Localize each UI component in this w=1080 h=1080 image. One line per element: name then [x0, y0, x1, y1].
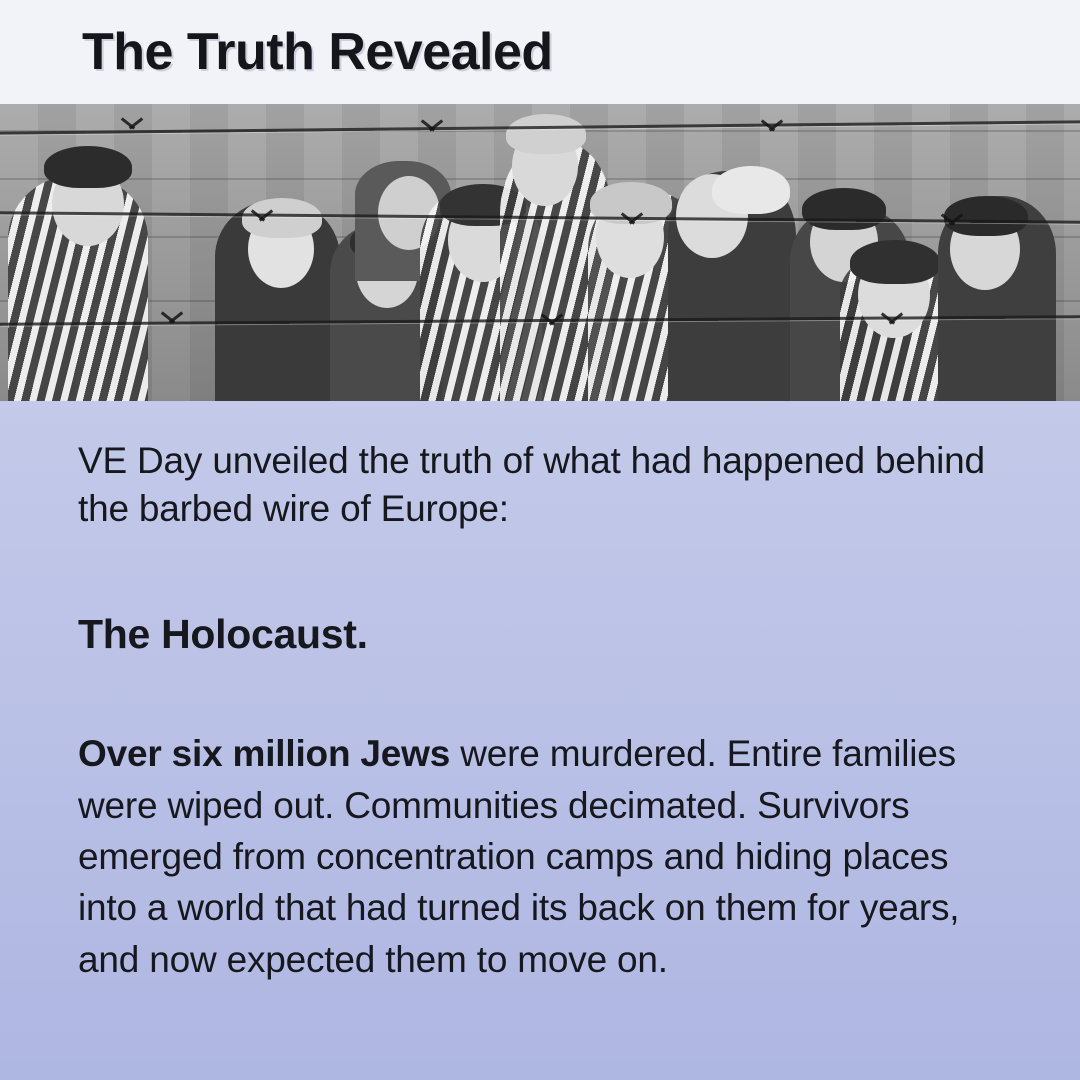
header-bar [0, 0, 1080, 104]
child-headscarf [506, 114, 586, 154]
main-paragraph-rest: were murdered. Entire families were wiped out. Communities decimated. Survivors emerged from concentration camps and hiding places into a world that had turned its back on them for years, and now expected them to move on. [78, 733, 960, 980]
child-cap [850, 240, 940, 284]
subheading: The Holocaust. [78, 611, 368, 658]
body-content [0, 401, 1080, 1080]
main-paragraph-emphasis: Over six million Jews [78, 733, 451, 775]
page-title: The Truth Revealed [82, 23, 553, 81]
child-cap [802, 188, 886, 230]
child-headscarf [712, 166, 790, 214]
main-paragraph [78, 728, 1002, 985]
child-headscarf [242, 198, 322, 238]
lead-paragraph: VE Day unveiled the truth of what had happened behind the barbed wire of Europe: [78, 440, 985, 530]
child-cap [44, 146, 132, 188]
archival-photo [0, 104, 1080, 401]
